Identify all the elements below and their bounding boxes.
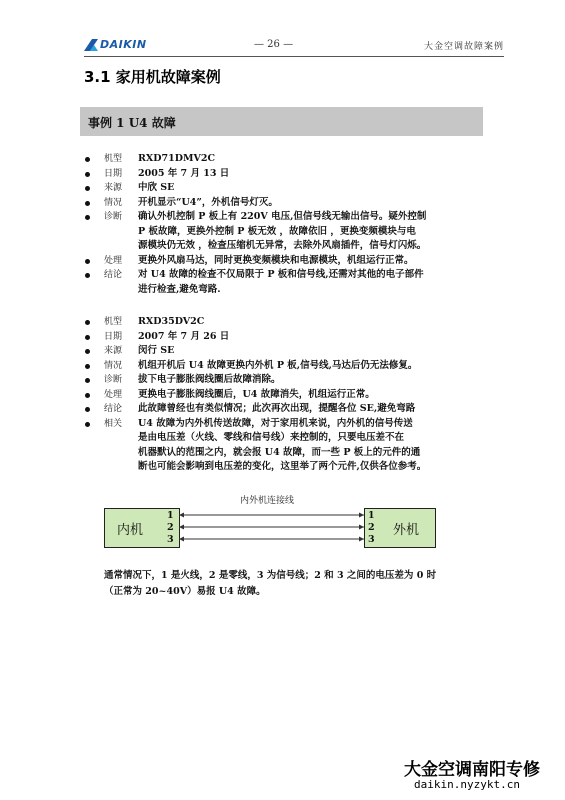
section-title: 3.1 家用机故障案例 — [84, 68, 221, 86]
bullet-icon — [84, 417, 104, 432]
record-row-situation: 情况 机组开机后 U4 故障更换内外机 P 板,信号线,马达后仍无法修复。 — [84, 359, 484, 374]
record-row-continuation: 进行检查,避免弯路. — [138, 283, 221, 295]
bullet-icon — [84, 402, 104, 417]
logo-text: DAIKIN — [100, 38, 147, 51]
bullet-icon — [84, 196, 104, 211]
record-row-continuation: 是由电压差（火线、零线和信号线）来控制的，只要电压差不在 — [138, 432, 405, 443]
record-row-diagnosis: 诊断 拔下电子膨胀阀线圈后故障消除。 — [84, 373, 484, 388]
case-record-1 — [84, 152, 484, 297]
record-row-treatment: 处理 更换外风扇马达，同时更换变频模块和电源模块，机组运行正常。 — [84, 254, 484, 269]
indoor-unit-label: 内机 — [117, 523, 144, 538]
record-row-source: 来源 中欣 SE — [84, 181, 484, 196]
pin-2: 2 — [167, 522, 174, 533]
wiring-note — [104, 568, 464, 600]
bullet-icon — [84, 315, 104, 330]
record-row-source: 来源 闵行 SE — [84, 344, 484, 359]
record-row-model: 机型 RXD35DV2C — [84, 315, 484, 330]
case-title-bar — [80, 107, 483, 136]
bullet-icon — [84, 181, 104, 196]
bullet-icon — [84, 152, 104, 167]
arrow-left-2 — [179, 525, 184, 530]
bullet-icon — [84, 388, 104, 403]
note-line-2: （正常为 20~40V）易报 U4 故障。 — [104, 586, 266, 597]
daikin-logo-icon — [84, 39, 98, 51]
record-row-continuation: 源模块仍无效 ，检查压缩机无异常，去除外风扇插件，信号灯闪烁。 — [138, 240, 427, 251]
note-line-1: 通常情况下，1 是火线，2 是零线，3 为信号线；2 和 3 之间的电压差为 0 时 — [104, 570, 437, 581]
pin-3: 3 — [368, 534, 375, 545]
wire-label: 内外机连接线 — [240, 496, 295, 506]
watermark-url: daikin.nyzykt.cn — [414, 778, 520, 791]
bullet-icon — [84, 268, 104, 283]
page-header — [84, 36, 504, 56]
watermark-title: 大金空调南阳专修 — [404, 760, 540, 780]
arrow-right-3 — [359, 537, 364, 542]
bullet-icon — [84, 210, 104, 225]
connection-wires — [104, 496, 434, 554]
record-row-conclusion: 结论 此故障曾经也有类似情况；此次再次出现，提醒各位 SE,避免弯路 — [84, 402, 484, 417]
case-title: 事例 1 U4 故障 — [88, 116, 176, 130]
wiring-diagram — [104, 496, 434, 554]
arrow-left-3 — [179, 537, 184, 542]
case-record-2 — [84, 315, 484, 475]
pin-2: 2 — [368, 522, 375, 533]
arrow-right-2 — [359, 525, 364, 530]
record-row-treatment: 处理 更换电子膨胀阀线圈后，U4 故障消失，机组运行正常。 — [84, 388, 484, 403]
outdoor-unit-label: 外机 — [393, 523, 420, 538]
bullet-icon — [84, 344, 104, 359]
record-row-continuation: 断也可能会影响到电压差的变化，这里举了两个元件,仅供各位参考。 — [138, 461, 427, 472]
record-row-diagnosis: 诊断 确认外机控制 P 板上有 220V 电压,但信号线无输出信号。疑外控制 — [84, 210, 484, 225]
record-row-continuation: 机器默认的范围之内，就会报 U4 故障，而一些 P 板上的元件的通 — [138, 446, 421, 458]
record-row-date: 日期 2007 年 7 月 26 日 — [84, 330, 484, 345]
pin-3: 3 — [167, 534, 174, 545]
page-number: — 26 — — [254, 39, 294, 50]
record-row-continuation: P 板故障，更换外控制 P 板无效 ，故障依旧 ，更换变频模块与电 — [138, 225, 416, 237]
bullet-icon — [84, 167, 104, 182]
arrow-left-1 — [179, 513, 184, 518]
pin-1: 1 — [167, 510, 174, 521]
header-divider — [84, 56, 504, 57]
bullet-icon — [84, 330, 104, 345]
daikin-logo — [84, 38, 147, 51]
bullet-icon — [84, 359, 104, 374]
record-row-situation: 情况 开机显示“U4”，外机信号灯灭。 — [84, 196, 484, 211]
record-row-model: 机型 RXD71DMV2C — [84, 152, 484, 167]
pin-1: 1 — [368, 510, 375, 521]
bullet-icon — [84, 373, 104, 388]
arrow-right-1 — [359, 513, 364, 518]
record-row-date: 日期 2005 年 7 月 13 日 — [84, 167, 484, 182]
record-row-related: 相关 U4 故障为内外机传送故障，对于家用机来说，内外机的信号传送 — [84, 417, 484, 432]
record-row-conclusion: 结论 对 U4 故障的检查不仅局限于 P 板和信号线,还需对其他的电子部件 — [84, 268, 484, 283]
running-title: 大金空调故障案例 — [423, 42, 504, 52]
bullet-icon — [84, 254, 104, 269]
